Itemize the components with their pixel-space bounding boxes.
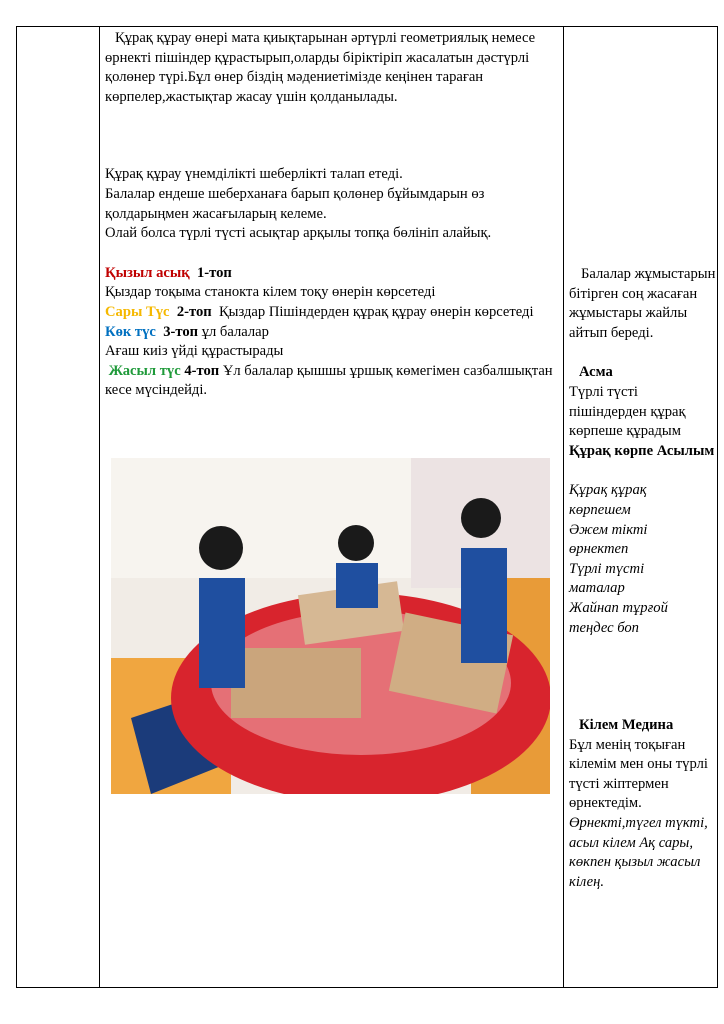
main-column: [105, 29, 567, 401]
medina-text: Бұл менің тоқыған кілемім мен оны түрлі түсті жіптермен өрнектедім.: [569, 736, 708, 812]
text-line: Құрақ құрау үнемділікті шеберлікті талап етеді.: [105, 166, 403, 183]
poem-line: Әжем тікті: [569, 521, 648, 538]
classroom-photo: [111, 458, 550, 794]
group-2-color: Сары Түс: [105, 303, 170, 320]
poem-line: Жайнап тұрғой: [569, 599, 668, 616]
poem-line: көрпешем: [569, 501, 631, 518]
column-divider-1: [99, 27, 100, 987]
poem-line: Құрақ құрақ: [569, 482, 647, 499]
group-2-task: Қыздар Пішіндерден құрақ құрау өнерін көрсетеді: [218, 303, 534, 320]
group-3-color: Көк түс: [105, 323, 156, 340]
intro-paragraph: Құрақ құрау өнері мата қиықтарынан әртүрлі геометриялық немесе өрнекті пішіндер құрастырып,оларды біріктіріп жасалатын дәстүрлі қолөнер түрі.Бұл өнер біздің мәдениетімізде кеңінен тараған көрпелер,жастықтар жасау үшін қолданылады.: [105, 30, 536, 105]
group-1-task: Қыздар тоқыма станокта кілем тоқу өнерін көрсетеді: [105, 284, 436, 301]
lesson-table: [16, 26, 718, 988]
asma-name: Асма: [579, 364, 613, 381]
group-3-label: 3-топ: [163, 323, 199, 340]
group-4-label: 4-топ: [184, 362, 220, 379]
group-2-label: 2-топ: [176, 303, 212, 320]
group-2: [105, 303, 567, 323]
group-3-task: Ағаш киіз үйді құрастырады: [105, 343, 284, 360]
group-4-task: Ұл балалар қышшы ұршық көмегімен сазбалшықтан кесе мүсіндейді.: [105, 362, 553, 399]
group-1: [105, 264, 567, 284]
medina-poem: Өрнекті,түгел түкті, асыл кілем Ақ сары, көкпен қызыл жасыл кілең.: [569, 815, 708, 890]
poem-line: өрнектеп: [569, 541, 629, 558]
group-3-inline: ұл балалар: [201, 323, 269, 340]
poem-line: теңдес боп: [569, 619, 639, 636]
summary-text: Балалар жұмыстарын бітірген соң жасаған жұмыстары жайлы айтып береді.: [569, 266, 716, 341]
group-4: [105, 362, 567, 401]
poem-line: маталар: [569, 580, 625, 597]
group-1-label: 1-топ: [196, 264, 232, 281]
group-3: [105, 323, 567, 343]
group-4-color: Жасыл түс: [108, 362, 181, 379]
asma-text: Түрлі түсті пішіндерден құрақ көрпеше құрадым: [569, 383, 686, 440]
text-line: Балалар ендеше шеберханаға барып қолөнер бұйымдарын өз қолдарыңмен жасағыларың келеме.: [105, 185, 485, 222]
right-column: [569, 27, 717, 892]
group-1-color: Қызыл асық: [105, 264, 190, 281]
asma-title: Құрақ көрпе Асылым: [569, 442, 715, 459]
poem-line: Түрлі түсті: [569, 560, 645, 577]
text-line: Олай болса түрлі түсті асықтар арқылы топқа бөлініп алайық.: [105, 225, 492, 242]
medina-name: Кілем Медина: [579, 717, 674, 734]
